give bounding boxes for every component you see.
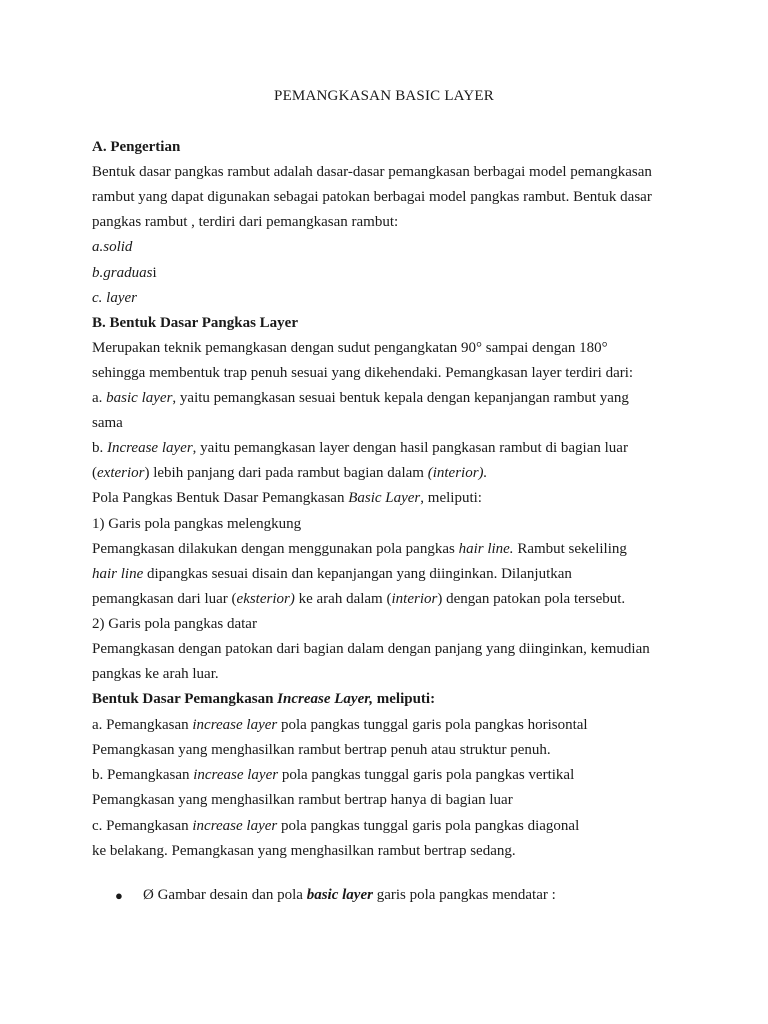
increase-layer-term: Increase layer bbox=[107, 440, 193, 456]
pola-pangkas-post: , meliputi: bbox=[420, 490, 482, 506]
item-b-term: increase layer bbox=[193, 767, 279, 783]
increase-layer-definition bbox=[92, 439, 628, 457]
interior-term-2: interior bbox=[391, 591, 438, 607]
item-c-post: pola pangkas tunggal garis pola pangkas diagonal bbox=[277, 818, 580, 834]
increase-layer-mid-text: ) lebih panjang dari pada rambut bagian dalam bbox=[144, 465, 428, 481]
item-a-post: pola pangkas tunggal garis pola pangkas horisontal bbox=[277, 717, 588, 733]
increase-layer-section-heading bbox=[92, 690, 435, 708]
section-b-paragraph-line-1: Merupakan teknik pemangkasan dengan sudut pengangkatan 90° sampai dengan 180° bbox=[92, 340, 608, 356]
section-a-paragraph-line-2: rambut yang dapat digunakan sebagai patokan berbagai model pangkas rambut. Bentuk dasar bbox=[92, 189, 652, 205]
garis-melengkung-line-1 bbox=[92, 540, 627, 558]
garis-melengkung-heading: 1) Garis pola pangkas melengkung bbox=[92, 516, 302, 532]
list-item-graduasi-rest: i bbox=[152, 265, 157, 281]
paren-open: ( bbox=[92, 465, 97, 481]
garis-melengkung-l1-pre: Pemangkasan dilakukan dengan menggunakan pola pangkas bbox=[92, 541, 459, 557]
section-b-paragraph-line-2: sehingga membentuk trap penuh sesuai yang dikehendaki. Pemangkasan layer terdiri dari: bbox=[92, 365, 634, 381]
bullet-term: basic layer bbox=[306, 887, 373, 903]
item-b-pre: b. Pemangkasan bbox=[92, 767, 194, 783]
garis-melengkung-l1-post: Rambut sekeliling bbox=[513, 541, 627, 557]
bullet-item-gambar-desain bbox=[143, 886, 556, 904]
increase-layer-prefix: b. bbox=[92, 440, 107, 456]
garis-melengkung-l2-post: dipangkas sesuai disain dan kepanjangan yang diinginkan. Dilanjutkan bbox=[143, 566, 572, 582]
basic-layer-definition-cont: sama bbox=[92, 415, 123, 431]
increase-heading-pre: Bentuk Dasar Pemangkasan bbox=[92, 691, 278, 707]
item-c-pre: c. Pemangkasan bbox=[92, 818, 193, 834]
garis-melengkung-l3-mid: ke arah dalam ( bbox=[294, 591, 392, 607]
interior-term: (interior). bbox=[427, 465, 488, 481]
garis-datar-line-1: Pemangkasan dengan patokan dari bagian dalam dengan panjang yang diinginkan, kemudian bbox=[92, 641, 650, 657]
section-b-heading: B. Bentuk Dasar Pangkas Layer bbox=[92, 315, 299, 331]
increase-layer-definition-cont bbox=[92, 464, 487, 482]
eksterior-term: eksterior) bbox=[236, 591, 295, 607]
bullet-post: garis pola pangkas mendatar : bbox=[372, 887, 556, 903]
list-item-graduasi bbox=[92, 264, 157, 282]
bullet-pre: Ø Gambar desain dan pola bbox=[143, 887, 307, 903]
pola-pangkas-pre: Pola Pangkas Bentuk Dasar Pemangkasan bbox=[92, 490, 349, 506]
increase-vertikal-item bbox=[92, 766, 574, 784]
increase-heading-term: Increase Layer, bbox=[277, 691, 373, 707]
pola-pangkas-term: Basic Layer bbox=[348, 490, 421, 506]
item-c-term: increase layer bbox=[192, 818, 278, 834]
garis-melengkung-line-2 bbox=[92, 565, 572, 583]
item-a-pre: a. Pemangkasan bbox=[92, 717, 193, 733]
increase-vertikal-desc: Pemangkasan yang menghasilkan rambut bertrap hanya di bagian luar bbox=[92, 792, 513, 808]
increase-diagonal-desc: ke belakang. Pemangkasan yang menghasilkan rambut bertrap sedang. bbox=[92, 843, 516, 859]
hair-line-term-2: hair line bbox=[92, 566, 144, 582]
basic-layer-definition bbox=[92, 389, 629, 407]
list-item-layer: c. layer bbox=[92, 290, 137, 306]
list-item-graduasi-italic: b.graduas bbox=[92, 265, 153, 281]
list-item-solid: a.solid bbox=[92, 239, 133, 255]
increase-horisontal-desc: Pemangkasan yang menghasilkan rambut bertrap penuh atau struktur penuh. bbox=[92, 742, 551, 758]
pola-pangkas-intro bbox=[92, 489, 482, 507]
garis-datar-line-2: pangkas ke arah luar. bbox=[92, 666, 219, 682]
basic-layer-term: basic layer bbox=[106, 390, 173, 406]
increase-heading-post: meliputi: bbox=[373, 691, 436, 707]
basic-layer-prefix: a. bbox=[92, 390, 107, 406]
exterior-term: exterior bbox=[97, 465, 145, 481]
hair-line-term: hair line. bbox=[458, 541, 514, 557]
item-a-term: increase layer bbox=[192, 717, 278, 733]
page-title: PEMANGKASAN BASIC LAYER bbox=[274, 88, 494, 104]
garis-melengkung-l3-post: ) dengan patokan pola tersebut. bbox=[437, 591, 626, 607]
increase-diagonal-item bbox=[92, 817, 579, 835]
increase-layer-text: , yaitu pemangkasan layer dengan hasil pangkasan rambut di bagian luar bbox=[192, 440, 628, 456]
section-a-heading: A. Pengertian bbox=[92, 139, 181, 155]
bullet-icon: ● bbox=[115, 888, 123, 903]
basic-layer-text: , yaitu pemangkasan sesuai bentuk kepala dengan kepanjangan rambut yang bbox=[172, 390, 629, 406]
item-b-post: pola pangkas tunggal garis pola pangkas vertikal bbox=[278, 767, 575, 783]
section-a-paragraph-line-1: Bentuk dasar pangkas rambut adalah dasar-dasar pemangkasan berbagai model pemangkasan bbox=[92, 164, 652, 180]
garis-melengkung-l3-pre: pemangkasan dari luar ( bbox=[92, 591, 237, 607]
section-a-paragraph-line-3: pangkas rambut , terdiri dari pemangkasan rambut: bbox=[92, 214, 399, 230]
increase-horisontal-item bbox=[92, 716, 588, 734]
garis-datar-heading: 2) Garis pola pangkas datar bbox=[92, 616, 257, 632]
garis-melengkung-line-3 bbox=[92, 590, 625, 608]
